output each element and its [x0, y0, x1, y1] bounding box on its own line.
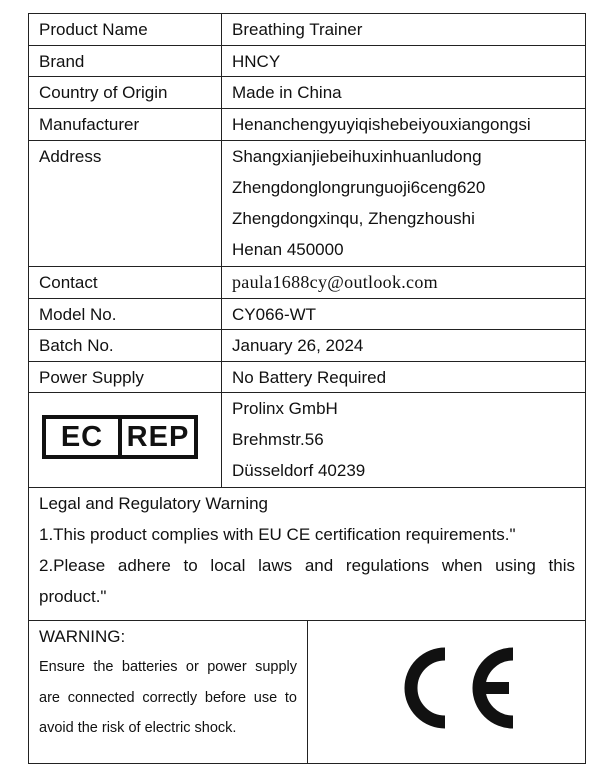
product-info-table [28, 13, 586, 764]
row-power-supply [29, 362, 585, 393]
ec-rep-company: Prolinx GmbH [232, 399, 338, 418]
brand-label: Brand [39, 52, 85, 71]
row-brand [29, 46, 585, 77]
product-name-label: Product Name [39, 20, 148, 39]
row-manufacturer [29, 109, 585, 141]
contact-email: paula1688cy@outlook.com [232, 272, 438, 292]
ec-rep-symbol-ec: EC [46, 419, 122, 455]
legal-item-1: 1.This product complies with EU CE certification requirements." [39, 525, 516, 544]
ec-rep-street: Brehmstr.56 [232, 430, 324, 449]
model-no-value: CY066-WT [232, 305, 317, 324]
row-product-name [29, 14, 585, 46]
product-name-value: Breathing Trainer [232, 20, 363, 39]
legal-warning-section [29, 488, 585, 621]
contact-label: Contact [39, 273, 98, 292]
legal-warning-title: Legal and Regulatory Warning [39, 494, 269, 513]
country-of-origin-value: Made in China [232, 83, 342, 102]
address-line-4: Henan 450000 [232, 240, 344, 259]
batch-no-value: January 26, 2024 [232, 336, 364, 355]
warning-box [29, 621, 308, 763]
ec-rep-symbol [42, 415, 198, 459]
warning-ce-section [29, 621, 585, 763]
ec-rep-symbol-rep: REP [126, 421, 190, 453]
address-line-3: Zhengdongxinqu, Zhengzhoushi [232, 209, 475, 228]
ec-rep-city: Düsseldorf 40239 [232, 461, 366, 480]
country-of-origin-label: Country of Origin [39, 83, 168, 102]
row-contact [29, 267, 585, 299]
power-supply-value: No Battery Required [232, 368, 387, 387]
legal-item-2: 2.Please adhere to local laws and regulations when using this product." [39, 556, 575, 606]
address-label: Address [39, 147, 102, 166]
address-line-1: Shangxianjiebeihuxinhuanludong [232, 147, 482, 166]
row-batch-no [29, 330, 585, 362]
ce-mark-icon [387, 640, 517, 736]
power-supply-label: Power Supply [39, 368, 144, 387]
warning-title: WARNING: [39, 627, 126, 646]
model-no-label: Model No. [39, 305, 117, 324]
manufacturer-value: Henanchengyuyiqishebeiyouxiangongsi [232, 115, 531, 134]
row-model-no [29, 299, 585, 330]
address-line-2: Zhengdonglongrunguoji6ceng620 [232, 178, 486, 197]
row-country-of-origin [29, 77, 585, 109]
manufacturer-label: Manufacturer [39, 115, 140, 134]
warning-text: Ensure the batteries or power supply are connected correctly before use to avoid the risk of electric shock. [39, 659, 297, 736]
brand-value: HNCY [232, 52, 281, 71]
row-address [29, 141, 585, 267]
row-ec-rep [29, 393, 585, 488]
batch-no-label: Batch No. [39, 336, 114, 355]
